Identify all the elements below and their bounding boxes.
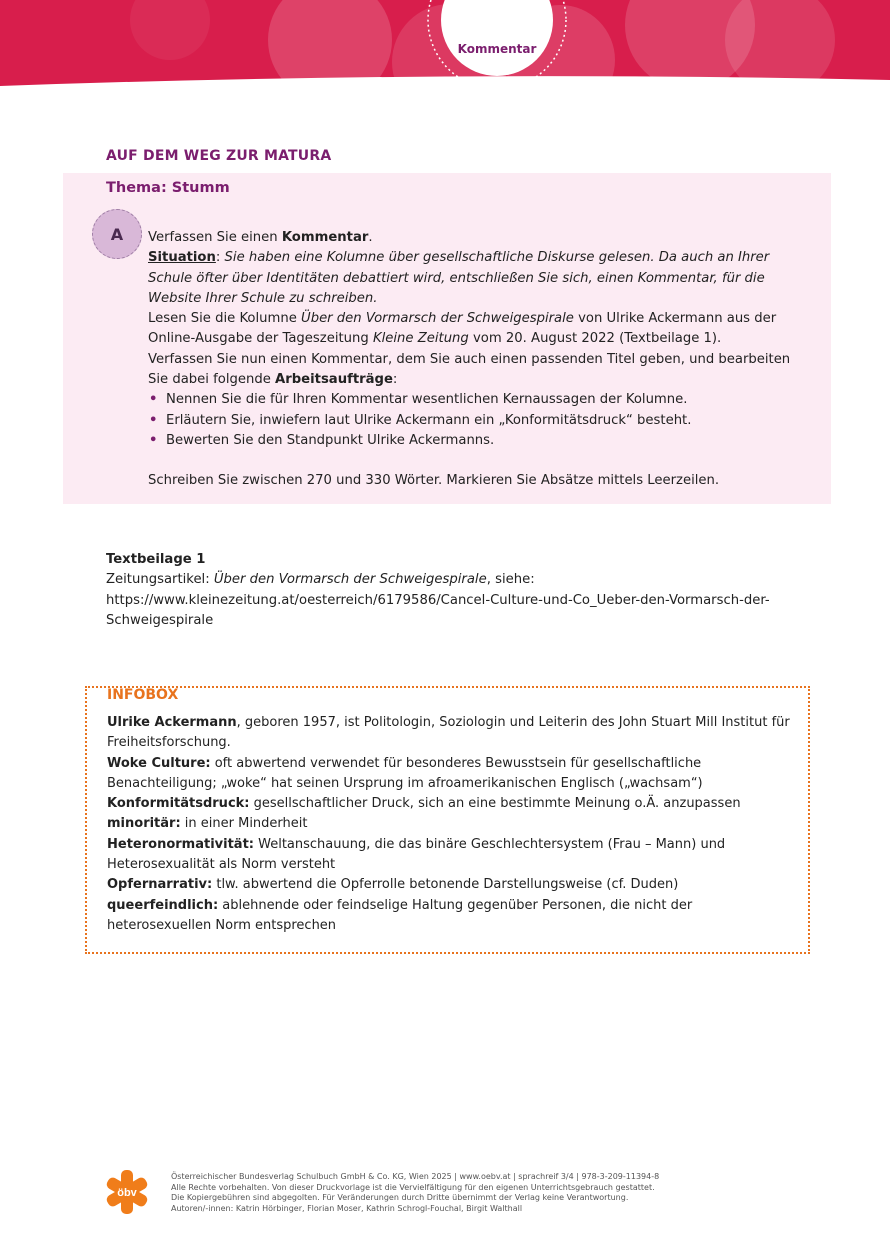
glossary-term: Ulrike Ackermann: [107, 715, 237, 730]
footer-line: Alle Rechte vorbehalten. Von dieser Druckvorlage ist die Vervielfältigung für den eigenen Unterrichtsgebrauch gestattet.: [171, 1182, 655, 1192]
publisher-logo: [104, 1169, 150, 1215]
situation-sep: :: [215, 250, 225, 266]
list-item: [107, 754, 797, 795]
task-read-title: Über den Vormarsch der Schweigespirale: [301, 311, 574, 327]
glossary-definition: gesellschaftlicher Druck, sich an eine bestimmte Meinung o.Ä. anzupassen: [249, 796, 741, 812]
attachment-url[interactable]: [106, 591, 806, 632]
glossary-term: minoritär:: [107, 816, 181, 832]
list-item-text: Nennen Sie die für Ihren Kommentar wesentlichen Kernaussagen der Kolumne.: [166, 392, 688, 408]
footer-line: Österreichischer Bundesverlag Schulbuch GmbH & Co. KG, Wien 2025 | www.oebv.at | sprachreif 3/4 | 978-3-209-11394-8: [171, 1172, 660, 1181]
task-read-c: vom 20. August 2022 (Textbeilage 1).: [468, 331, 722, 347]
footer-line: Autoren/-innen: Katrin Hörbinger, Florian Moser, Kathrin Schrogl-Fouchal, Birgit Walthall: [171, 1203, 523, 1213]
glossary-term: Opfernarrativ:: [107, 877, 213, 893]
task-read-b: von Ulrike Ackermann aus der Online-Ausgabe der Tageszeitung: [148, 311, 777, 347]
glossary-term: Woke Culture:: [107, 755, 211, 771]
list-item-text: Erläutern Sie, inwiefern laut Ulrike Ackermann ein „Konformitätsdruck“ besteht.: [166, 412, 692, 428]
task-read-a: Lesen Sie die Kolumne: [148, 311, 302, 327]
bullet-icon: •: [149, 392, 158, 408]
task-intro-c: .: [368, 230, 373, 245]
task-badge: [92, 209, 142, 259]
attachment: [106, 550, 806, 631]
glossary-definition: ablehnende oder feindselige Haltung gegenüber Personen, die nicht der heterosexuellen Norm entsprechen: [107, 897, 693, 933]
list-item: [107, 835, 797, 876]
task-badge-letter: A: [110, 225, 124, 244]
bullet-icon: •: [149, 412, 158, 428]
task-write: [148, 350, 798, 391]
attachment-line-b: , siehe:: [486, 572, 535, 588]
attachment-title: Textbeilage 1: [106, 552, 206, 567]
glossary-term: queerfeindlich:: [107, 897, 219, 913]
task-write-a: Verfassen Sie nun einen Kommentar, dem Sie auch einen passenden Titel geben, und bearbeiten Sie dabei folgende: [148, 351, 791, 388]
task-intro-text-type: Kommentar: [281, 230, 369, 245]
task-box: [63, 173, 831, 504]
attachment-url-part1[interactable]: https://www.kleinezeitung.at/oesterreich/6179586/Cancel-Culture-und-Co_Ueber-den-Vormarsch-der-: [106, 592, 770, 608]
task-write-c: :: [392, 372, 398, 388]
infobox-title: INFOBOX: [107, 687, 179, 703]
situation-label: Situation: [148, 250, 216, 266]
task-read-paper: Kleine Zeitung: [372, 331, 469, 347]
attachment-article-title: Über den Vormarsch der Schweigespirale: [213, 572, 487, 588]
list-item: [148, 390, 798, 410]
task-write-assignments: Arbeitsaufträge: [275, 372, 393, 388]
page-header: [0, 0, 890, 86]
infobox-text: [107, 713, 797, 936]
oebv-logo-icon: [104, 1169, 150, 1215]
glossary-definition: , geboren 1957, ist Politologin, Soziologin und Leiterin des John Stuart Mill Institut für Freiheitsforschung.: [107, 715, 790, 751]
list-item: [148, 411, 798, 431]
task-text: [148, 228, 798, 492]
bullet-icon: •: [149, 432, 158, 448]
list-item: [107, 814, 797, 834]
glossary-definition: Weltanschauung, die das binäre Geschlechtersystem (Frau – Mann) und Heterosexualität als Norm versteht: [107, 836, 726, 873]
infobox: [85, 686, 810, 954]
list-item: [107, 794, 797, 814]
footer-line: Die Kopiergebühren sind abgegolten. Für Veränderungen durch Dritte übernimmt der Verlag keine Verantwortung.: [171, 1193, 629, 1202]
list-item: [148, 431, 798, 451]
glossary-definition: in einer Minderheit: [180, 816, 308, 832]
logo-text: öbv: [117, 1187, 137, 1199]
attachment-line: [106, 570, 806, 590]
list-item-text: Bewerten Sie den Standpunkt Ulrike Ackermanns.: [166, 432, 495, 448]
attachment-url-part2[interactable]: Schweigespirale: [106, 612, 214, 628]
glossary-term: Konformitätsdruck:: [107, 796, 250, 812]
task-intro: [148, 228, 798, 248]
task-situation: [148, 248, 798, 309]
word-count-instruction: Schreiben Sie zwischen 270 und 330 Wörter. Markieren Sie Absätze mittels Leerzeilen.: [148, 473, 720, 489]
attachment-line-a: Zeitungsartikel:: [106, 572, 214, 588]
theme-title: Thema: Stumm: [106, 180, 230, 196]
glossary-definition: oft abwertend verwendet für besonderes Bewusstsein für gesellschaftliche Benachteiligung; „woke“ hat seinen Ursprung im afroamerikanischen Englisch („wachsam“): [107, 755, 703, 791]
section-title: AUF DEM WEG ZUR MATURA: [106, 148, 332, 164]
list-item: [107, 896, 797, 937]
header-label: Kommentar: [457, 42, 537, 56]
list-item: [107, 713, 797, 754]
task-intro-a: Verfassen Sie einen: [148, 230, 282, 245]
assignment-list: [148, 390, 798, 451]
glossary-term: Heteronormativität:: [107, 836, 254, 852]
situation-text: Sie haben eine Kolumne über gesellschaftliche Diskurse gelesen. Da auch an Ihrer Schule öfter über Identitäten debattiert wird, entschließen Sie sich, einen Kommentar, für die Website Ihrer Schule zu schreiben.: [148, 250, 770, 306]
task-read: [148, 309, 798, 350]
list-item: [107, 875, 797, 895]
glossary-definition: tlw. abwertend die Opferrolle betonende Darstellungsweise (cf. Duden): [212, 877, 679, 893]
footer-text: [171, 1172, 771, 1214]
